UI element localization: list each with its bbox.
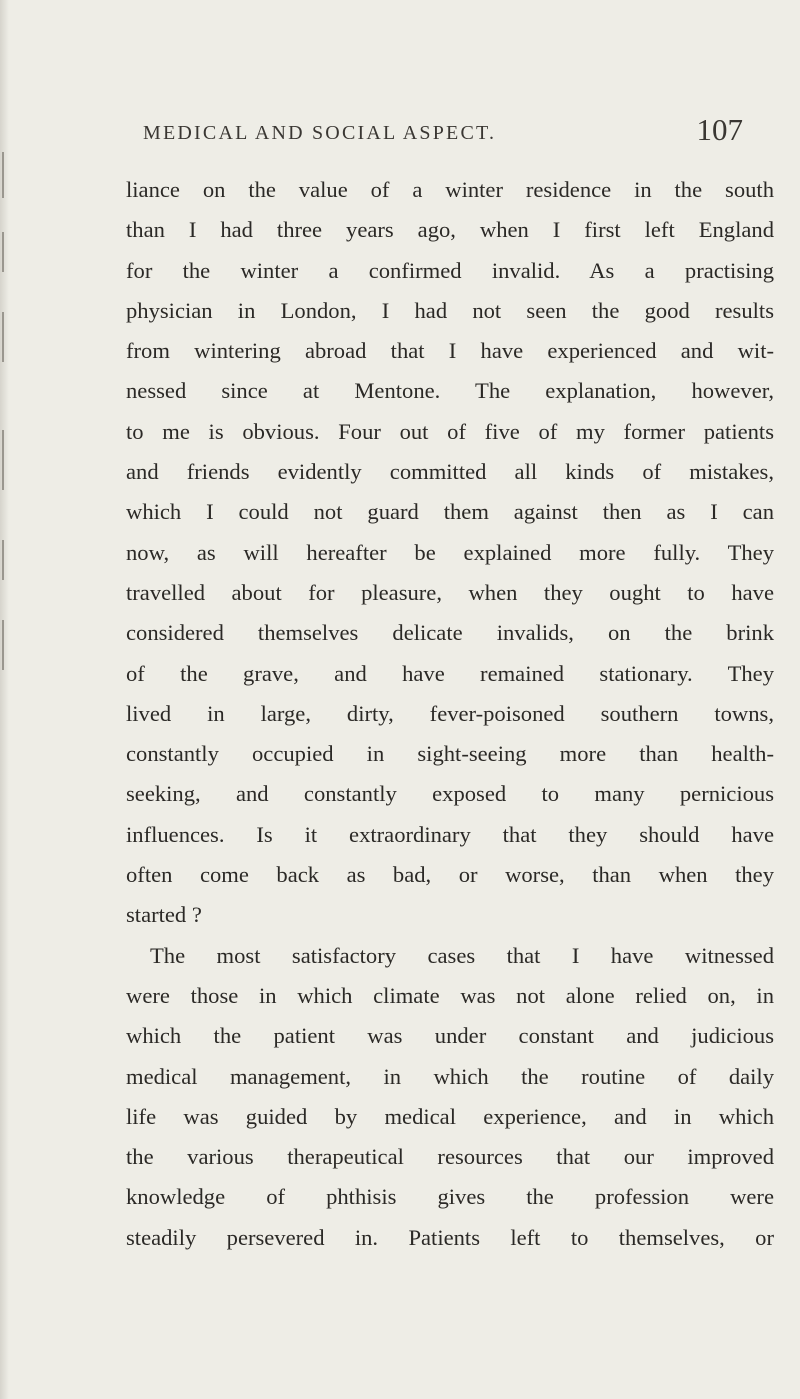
text-line: influences. Is it extraordinary that they should have: [126, 821, 774, 847]
text-line: than I had three years ago, when I first left England: [126, 217, 774, 243]
text-line: for the winter a confirmed invalid. As a practising: [126, 257, 774, 283]
text-line: seeking, and constantly exposed to many pernicious: [126, 781, 774, 807]
text-line: considered themselves delicate invalids, on the brink: [126, 620, 774, 646]
text-line: travelled about for pleasure, when they ought to have: [126, 579, 774, 605]
text-line: which the patient was under constant and judicious: [126, 1023, 774, 1049]
text-line: life was guided by medical experience, and in which: [126, 1103, 774, 1129]
running-title: MEDICAL AND SOCIAL ASPECT.: [143, 122, 497, 144]
text-line: nessed since at Mentone. The explanation, however,: [126, 378, 774, 404]
text-line: liance on the value of a winter residence in the south: [126, 177, 774, 202]
body-text: [126, 170, 774, 1258]
paragraph: [126, 936, 774, 1258]
running-head: [143, 112, 743, 156]
gutter-mark: [2, 152, 4, 198]
text-line: steadily persevered in. Patients left to themselves, or: [126, 1224, 774, 1250]
page-number: 107: [696, 112, 743, 147]
text-line: The most satisfactory cases that I have witnessed: [150, 942, 774, 968]
text-line: physician in London, I had not seen the good results: [126, 297, 774, 323]
text-line: knowledge of phthisis gives the profession were: [126, 1184, 774, 1210]
page-edge: [0, 0, 9, 1399]
paragraph: [126, 170, 774, 936]
text-line: to me is obvious. Four out of five of my former patients: [126, 418, 774, 444]
text-line: were those in which climate was not alone relied on, in: [126, 982, 774, 1008]
text-line: and friends evidently committed all kinds of mistakes,: [126, 459, 774, 485]
gutter-mark: [2, 232, 4, 272]
text-line: from wintering abroad that I have experienced and wit-: [126, 338, 774, 364]
text-line: now, as will hereafter be explained more fully. They: [126, 539, 774, 565]
gutter-mark: [2, 540, 4, 580]
text-line: often come back as bad, or worse, than when they: [126, 862, 774, 888]
text-line: which I could not guard them against then as I can: [126, 499, 774, 525]
gutter-mark: [2, 430, 4, 490]
gutter-mark: [2, 620, 4, 670]
text-line: of the grave, and have remained stationary. They: [126, 660, 774, 686]
text-line: lived in large, dirty, fever-poisoned southern towns,: [126, 700, 774, 726]
text-line: constantly occupied in sight-seeing more than health-: [126, 741, 774, 767]
gutter-mark: [2, 312, 4, 362]
text-line: medical management, in which the routine of daily: [126, 1063, 774, 1089]
text-line: started ?: [126, 902, 202, 928]
text-line: the various therapeutical resources that our improved: [126, 1144, 774, 1170]
